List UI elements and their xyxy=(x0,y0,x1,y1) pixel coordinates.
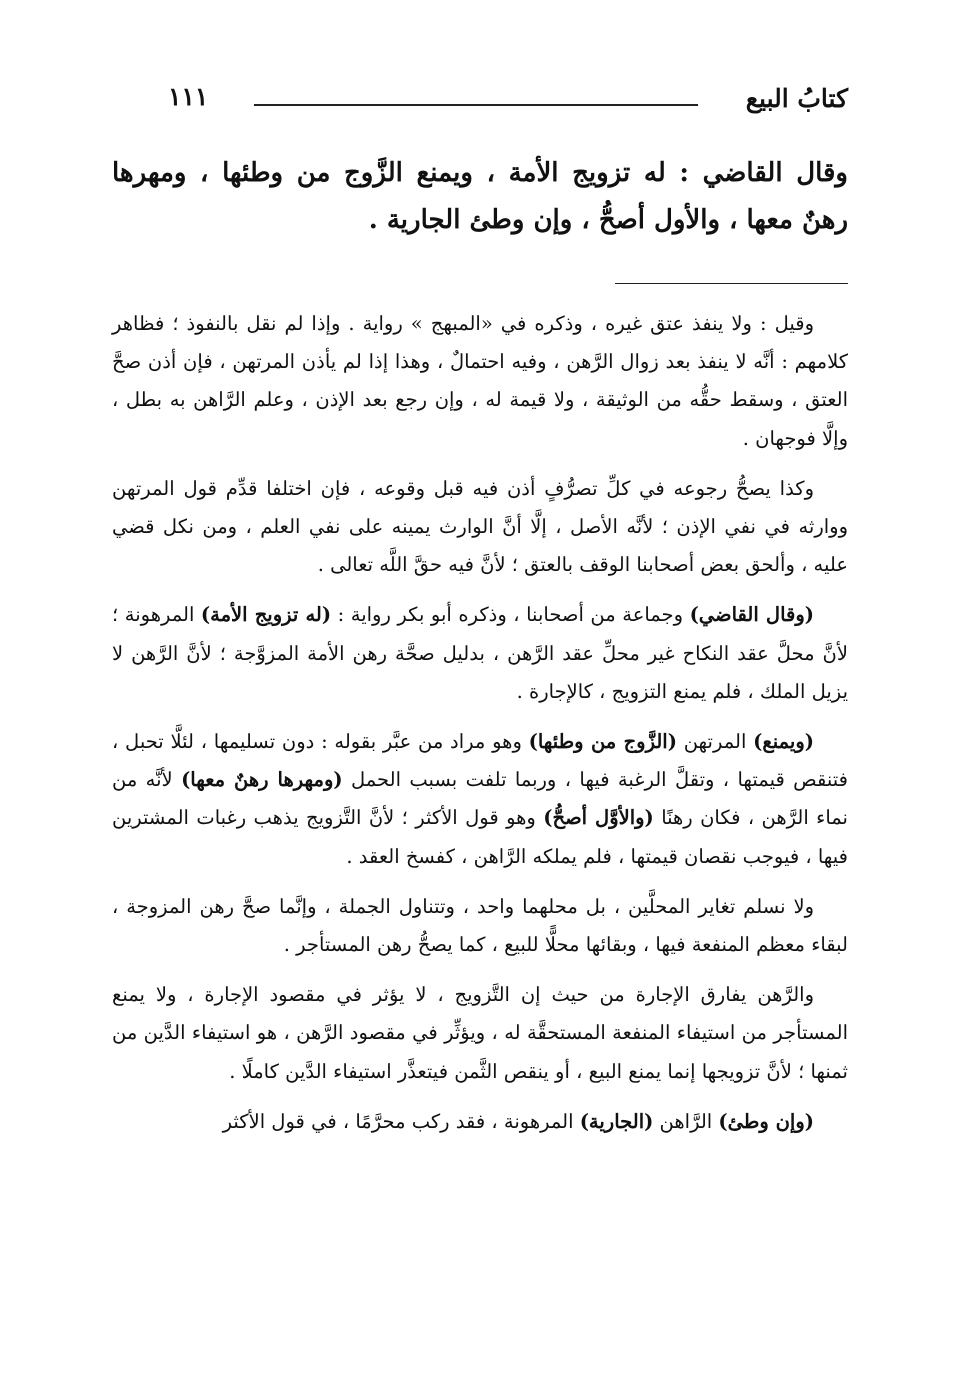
commentary-text: وهو مراد من عبَّر بقوله : دون تسليمها ، لئلَّا تحبل ، فتنقص قيمتها ، وتقلَّ الرغبة فيها ، وربما تلفت بسبب الحمل xyxy=(112,730,848,792)
quoted-text: (له تزويج الأمة) xyxy=(200,603,332,627)
book-title: كتابُ البيع xyxy=(745,84,848,113)
main-text: وقال القاضي : له تزويج الأمة ، ويمنع الزَّوج من وطئها ، ومهرها رهنٌ معها ، والأول أصحُّ ، وإن وطئ الجارية . xyxy=(112,158,848,235)
commentary-text: المرهونة ؛ لأنَّ محلَّ عقد النكاح غير محلِّ عقد الرَّهن ، بدليل صحَّة رهن الأمة المزوَّجة ؛ لأنَّ الرَّهن لا يزيل الملك ، فلم يمنع التزويج ، كالإجارة . xyxy=(112,603,848,703)
quoted-text: (الجارية) xyxy=(579,1109,654,1133)
commentary-paragraph xyxy=(112,596,848,711)
commentary-text: الرَّاهن xyxy=(653,1109,719,1133)
quoted-text: (والأوَّل أصحُّ) xyxy=(543,806,654,830)
commentary-text: المرتهن xyxy=(676,730,754,754)
footnote-separator xyxy=(615,283,848,284)
quoted-text: (الزَّوج من وطئها) xyxy=(528,730,677,754)
quoted-text: (ويمنع) xyxy=(753,730,814,754)
commentary-paragraph: وكذا يصحُّ رجوعه في كلِّ تصرُّفٍ أذن فيه قبل وقوعه ، فإن اختلفا قدِّم قول المرتهن ووارثه في نفي الإذن ؛ لأنَّه الأصل ، إلَّا أنَّ الوارث يمينه على نفي العلم ، ومن نكل قضي عليه ، وألحق بعض أصحابنا الوقف بالعتق ؛ لأنَّ فيه حقَّ اللَّه تعالى . xyxy=(112,476,848,577)
quoted-text: (وإن وطئ) xyxy=(718,1109,814,1133)
commentary-text: وهو قول الأكثر ؛ لأنَّ التَّزويج يذهب رغبات المشترين فيها ، فيوجب نقصان قيمتها ، فلم يملكه الرَّاهن ، كفسخ العقد . xyxy=(112,806,848,868)
header-rule xyxy=(254,104,698,106)
commentary-paragraph: وقيل : ولا ينفذ عتق غيره ، وذكره في «المبهج » رواية . وإذا لم نقل بالنفوذ ؛ فظاهر كلامهم : أنَّه لا ينفذ بعد زوال الرَّهن ، وفيه احتمالٌ ، وهذا إذا لم يأذن المرتهن ، فإن أذن صحَّ العتق ، وسقط حقُّه من الوثيقة ، ولا قيمة له ، وإن رجع بعد الإذن ، وعلم الرَّاهن به بطل ، وإلَّا فوجهان . xyxy=(112,312,848,450)
commentary-paragraph xyxy=(112,1103,848,1141)
page-header xyxy=(112,82,848,122)
commentary-paragraph xyxy=(112,723,848,876)
commentary-text: لأنَّه من نماء الرَّهن ، فكان رهنًا xyxy=(112,768,848,830)
quoted-text: (ومهرها رهنٌ معها) xyxy=(181,768,343,792)
commentary-text: المرهونة ، فقد ركب محرَّمًا ، في قول الأكثر xyxy=(222,1109,580,1133)
page-number: ١١١ xyxy=(168,82,209,111)
quoted-text: (وقال القاضي) xyxy=(689,603,814,627)
commentary xyxy=(112,305,848,1153)
commentary-paragraph: والرَّهن يفارق الإجارة من حيث إن التَّزويج ، لا يؤثر في مقصود الإجارة ، ولا يمنع المستأجر من استيفاء المنفعة المستحقَّة له ، ويؤثِّر في مقصود الرَّهن ، هو استيفاء الدَّين من ثمنها ؛ لأنَّ تزويجها إنما يمنع البيع ، أو ينقص الثَّمن فيتعذَّر استيفاء الدَّين كاملًا . xyxy=(112,983,848,1083)
commentary-paragraph: ولا نسلم تغاير المحلَّين ، بل محلهما واحد ، وتتناول الجملة ، وإنَّما صحَّ رهن المزوجة ، لبقاء معظم المنفعة فيها ، وبقائها محلًّا للبيع ، كما يصحُّ رهن المستأجر . xyxy=(112,894,848,957)
commentary-text: وجماعة من أصحابنا ، وذكره أبو بكر رواية : xyxy=(331,603,690,627)
